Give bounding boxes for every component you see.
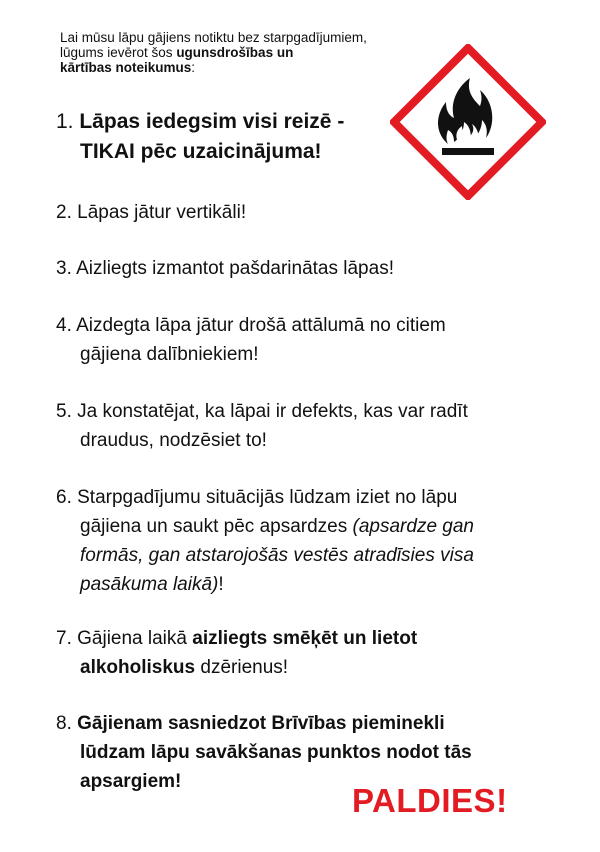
rule-6-line-2 bbox=[56, 512, 536, 541]
intro-text bbox=[60, 30, 390, 75]
rule-8-line-2: lūdzam lāpu savākšanas punktos nodot tās bbox=[80, 742, 472, 763]
rule-6-line-1: Starpgadījumu situācijās lūdzam iziet no lāpu bbox=[77, 487, 458, 508]
rule-2-number: 2. bbox=[56, 202, 78, 223]
rule-7 bbox=[56, 624, 536, 682]
rule-6-line-2a: gājiena un saukt pēc apsardzes bbox=[80, 516, 353, 537]
rule-3-text: Aizliegts izmantot pašdarinātas lāpas! bbox=[76, 258, 394, 279]
rule-6-line-4-end: ! bbox=[218, 574, 224, 595]
rule-7-line-2a: alkoholiskus bbox=[80, 657, 196, 678]
rule-8-line-1: Gājienam sasniedzot Brīvības pieminekli bbox=[77, 713, 445, 734]
rule-2-text: Lāpas jātur vertikāli! bbox=[77, 202, 247, 223]
rule-1 bbox=[56, 107, 536, 167]
rule-3-number: 3. bbox=[56, 258, 77, 279]
rule-3 bbox=[56, 254, 536, 283]
rule-8-number: 8. bbox=[56, 713, 78, 734]
rule-7-number: 7. bbox=[56, 628, 78, 649]
rule-1-line-1: Lāpas iedegsim visi reizē - bbox=[79, 110, 345, 133]
rule-4-number: 4. bbox=[56, 315, 77, 336]
intro-line-2-bold: ugunsdrošības un bbox=[176, 45, 294, 60]
rule-5 bbox=[56, 397, 536, 455]
rule-6-line-4-italic: pasākuma laikā) bbox=[80, 574, 219, 595]
rule-6-number: 6. bbox=[56, 487, 78, 508]
rule-6-line-2b: (apsardze gan bbox=[352, 516, 474, 537]
intro-line-2: lūgums ievērot šos bbox=[60, 45, 177, 60]
rule-6 bbox=[56, 483, 536, 599]
intro-line-3-bold: kārtības noteikumus bbox=[60, 60, 192, 75]
rule-4 bbox=[56, 311, 536, 369]
rule-6-line-3: formās, gan atstarojošās vestēs atradīsies visa bbox=[80, 545, 474, 566]
rule-5-number: 5. bbox=[56, 401, 78, 422]
rule-5-line-2: draudus, nodzēsiet to! bbox=[80, 430, 267, 451]
rule-7-line-1a: Gājiena laikā bbox=[77, 628, 193, 649]
rule-5-line-1: Ja konstatējat, ka lāpai ir defekts, kas var radīt bbox=[77, 401, 468, 422]
rule-1-line-2: TIKAI pēc uzaicinājuma! bbox=[80, 140, 322, 163]
rule-7-line-2 bbox=[56, 653, 536, 682]
rule-2 bbox=[56, 198, 536, 227]
rule-6-line-4 bbox=[56, 570, 536, 599]
intro-line-3-end: : bbox=[191, 60, 196, 75]
thanks-text: PALDIES! bbox=[352, 782, 508, 819]
rule-4-line-1: Aizdegta lāpa jātur drošā attālumā no citiem bbox=[76, 315, 446, 336]
rule-7-line-2b: dzērienus! bbox=[195, 657, 289, 678]
intro-line-1: Lai mūsu lāpu gājiens notiktu bez starpgadījumiem, bbox=[60, 30, 367, 45]
rule-8-line-3: apsargiem! bbox=[80, 771, 182, 792]
rule-7-line-1b: aizliegts smēķēt un lietot bbox=[192, 628, 418, 649]
rule-1-number: 1. bbox=[56, 110, 80, 133]
rule-4-line-2: gājiena dalībniekiem! bbox=[80, 344, 259, 365]
